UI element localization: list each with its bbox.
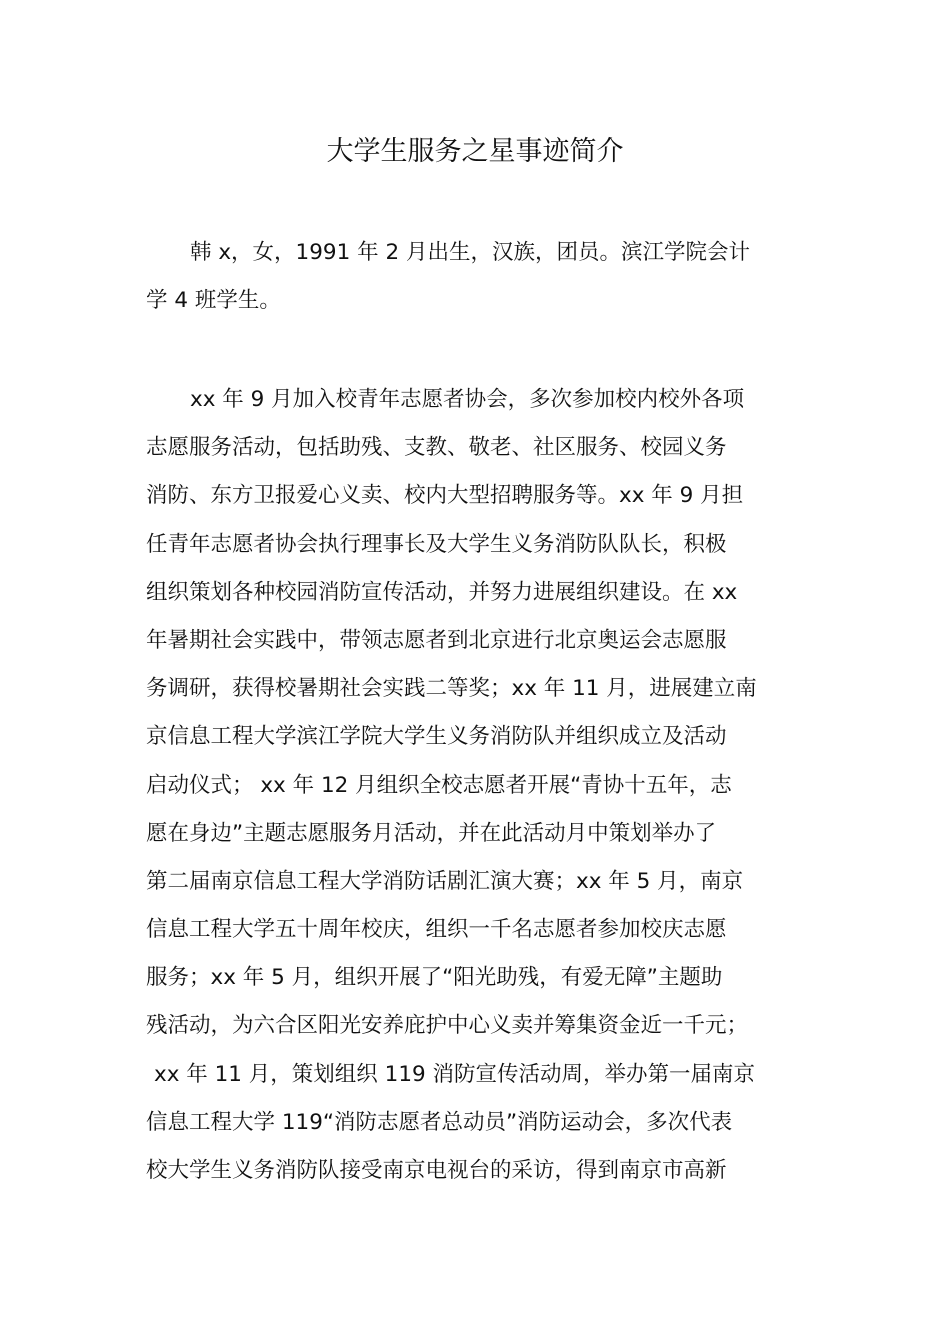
paragraph-line: 学 4 班学生。 (146, 288, 281, 314)
paragraph-line: 年暑期社会实践中，带领志愿者到北京进行北京奥运会志愿服 (146, 627, 727, 653)
paragraph-line: 务调研，获得校暑期社会实践二等奖；xx 年 11 月，进展建立南 (146, 676, 757, 702)
paragraph-line: 任青年志愿者协会执行理事长及大学生义务消防队队长，积极 (146, 531, 727, 557)
paragraph-line: 信息工程大学五十周年校庆，组织一千名志愿者参加校庆志愿 (146, 917, 727, 943)
paragraph-line: 服务；xx 年 5 月，组织开展了“阳光助残，有爱无障”主题助 (146, 965, 723, 991)
paragraph-line: 第二届南京信息工程大学消防话剧汇演大赛；xx 年 5 月，南京 (146, 868, 744, 894)
paragraph-line: 志愿服务活动，包括助残、支教、敬老、社区服务、校园义务 (146, 435, 727, 461)
paragraph-line: 愿在身边”主题志愿服务月活动，并在此活动月中策划举办了 (146, 820, 717, 846)
paragraph-line: 信息工程大学 119“消防志愿者总动员”消防运动会，多次代表 (146, 1109, 733, 1135)
paragraph-intro (146, 229, 806, 325)
document-title: 大学生服务之星事迹简介 (326, 136, 624, 167)
paragraph-line: 韩 x，女，1991 年 2 月出生，汉族，团员。滨江学院会计 (190, 240, 750, 265)
paragraph-line: 京信息工程大学滨江学院大学生义务消防队并组织成立及活动 (146, 724, 727, 750)
paragraph-line: 消防、东方卫报爱心义卖、校内大型招聘服务等。xx 年 9 月担 (146, 483, 744, 509)
paragraph-line: xx 年 11 月，策划组织 119 消防宣传活动周，举办第一届南京 (154, 1061, 756, 1087)
paragraph-line: 启动仪式； xx 年 12 月组织全校志愿者开展“青协十五年，志 (146, 772, 732, 798)
paragraph-line: xx 年 9 月加入校青年志愿者协会，多次参加校内校外各项 (190, 387, 745, 412)
paragraph-line: 残活动，为六合区阳光安养庇护中心义卖并筹集资金近一千元； (146, 1013, 749, 1039)
paragraph-line: 组织策划各种校园消防宣传活动，并努力进展组织建设。在 xx (146, 579, 738, 605)
paragraph-line: 校大学生义务消防队接受南京电视台的采访，得到南京市高新 (146, 1158, 727, 1183)
paragraph-activities (146, 376, 806, 1195)
